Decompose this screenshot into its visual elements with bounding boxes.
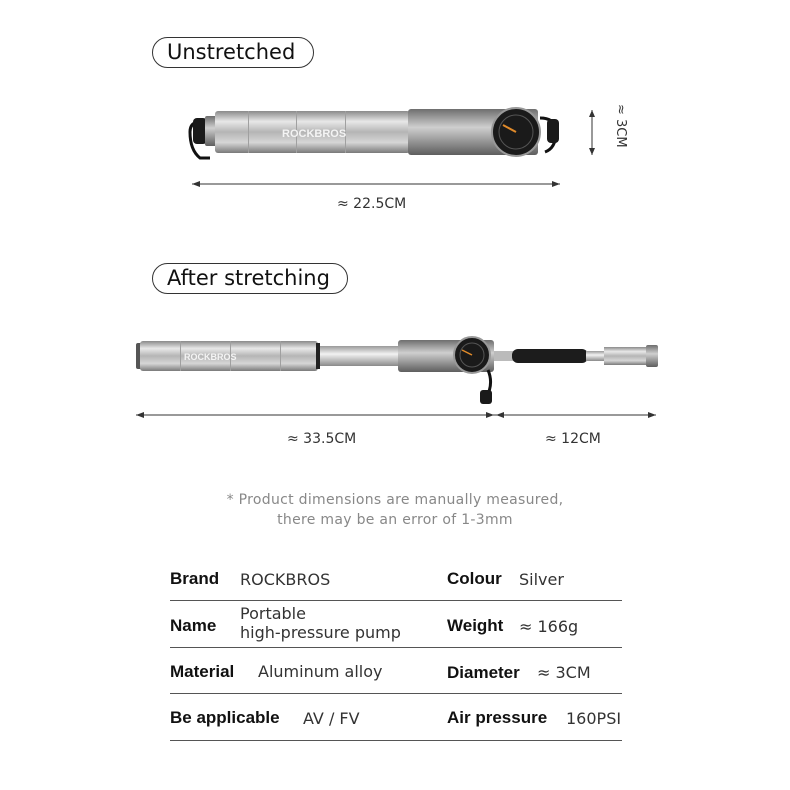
brand-mark-unstretched: ROCKBROS [282, 128, 347, 140]
spec-name-value-line2: high-pressure pump [240, 623, 401, 642]
length-dimension-unstretched [192, 181, 560, 187]
diameter-label-unstretched: ≈ 3CM [613, 104, 628, 148]
spec-divider-1 [170, 600, 622, 601]
spec-diameter-key: Diameter [447, 663, 520, 682]
end-cap-left [193, 118, 207, 144]
spec-divider-2 [170, 647, 622, 648]
spec-material-value: Aluminum alloy [258, 662, 383, 681]
spec-pressure-key: Air pressure [447, 708, 548, 727]
spec-diameter-value: ≈ 3CM [537, 663, 591, 682]
unstretched-title: Unstretched [152, 37, 314, 68]
spec-weight-key: Weight [447, 616, 504, 635]
spec-material-key: Material [170, 662, 235, 681]
extension-label: ≈ 12CM [545, 431, 601, 447]
length-label-stretched: ≈ 33.5CM [287, 431, 357, 447]
spec-applicable-value: AV / FV [303, 709, 360, 728]
spec-applicable-key: Be applicable [170, 708, 280, 727]
valve-cap [480, 390, 492, 404]
spec-colour-value: Silver [519, 570, 564, 589]
spec-pressure-value: 160PSI [566, 709, 622, 728]
hose-chuck [604, 347, 648, 365]
spec-colour-key: Colour [447, 569, 502, 588]
length-label-unstretched: ≈ 22.5CM [337, 196, 407, 212]
diameter-dimension [589, 110, 595, 155]
brand-mark-stretched: ROCKBROS [184, 352, 237, 362]
hose [512, 349, 588, 363]
length-dimension-stretched [136, 412, 494, 418]
measurement-note-line1: * Product dimensions are manually measured, [226, 492, 564, 508]
spec-divider-3 [170, 693, 622, 694]
spec-divider-4 [170, 740, 622, 741]
measurement-note-line2: there may be an error of 1-3mm [277, 512, 513, 528]
pump-unstretched [190, 108, 559, 158]
spec-name-value-line1: Portable [240, 604, 306, 623]
spec-weight-value: ≈ 166g [519, 617, 579, 636]
pump-stretched [136, 337, 658, 404]
extension-dimension [494, 412, 656, 418]
spec-brand-key: Brand [170, 569, 220, 588]
stretched-title: After stretching [152, 263, 348, 294]
spec-brand-value: ROCKBROS [240, 570, 331, 589]
spec-name-key: Name [170, 616, 217, 635]
extended-rod [320, 346, 400, 366]
